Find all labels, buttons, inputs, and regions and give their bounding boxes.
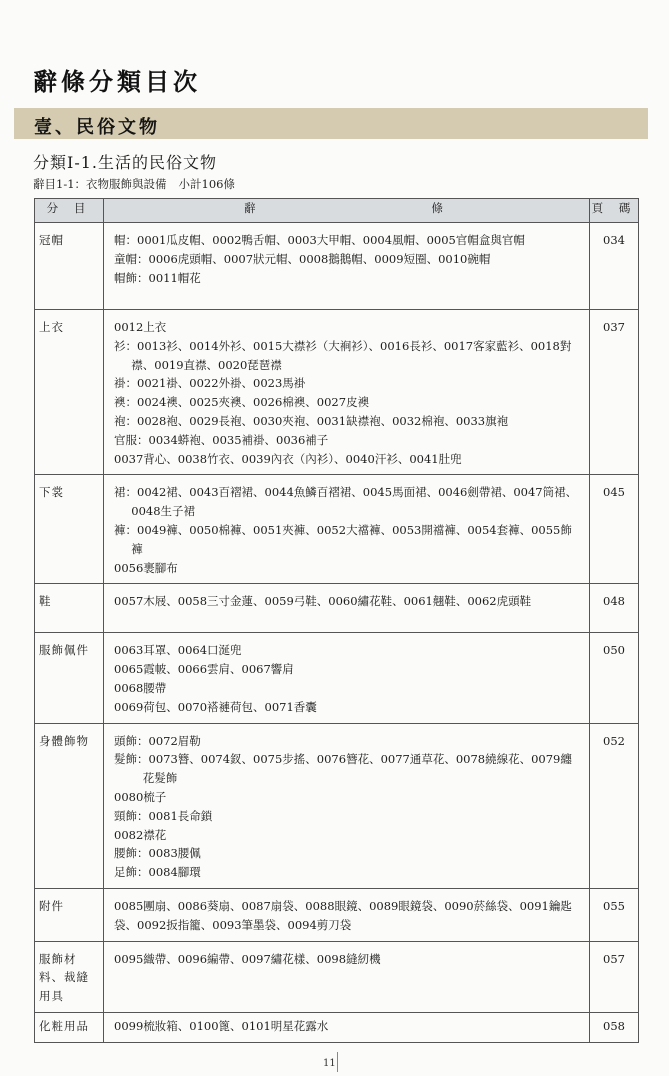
term-line: 0065霞帔、0066雲肩、0067響肩	[114, 662, 294, 677]
section-title: 壹、民俗文物	[34, 117, 160, 138]
row-terms	[104, 475, 590, 584]
row-terms	[104, 941, 590, 1012]
row-page: 037	[590, 310, 639, 475]
section-band	[14, 108, 648, 139]
term-line: 髮飾：0073簪、0074釵、0075步搖、0076簪花、0077通草花、0078繞線花、0079纏花髮飾	[114, 752, 572, 786]
page-number: 11	[323, 1058, 336, 1069]
header-page: 頁 碼	[590, 199, 639, 223]
row-category: 服飾材料、裁縫用具	[35, 941, 104, 1012]
table-row	[35, 723, 639, 888]
subcategory-heading	[33, 176, 235, 192]
term-line: 0095織帶、0096編帶、0097繡花樣、0098縫紉機	[114, 951, 381, 966]
row-terms	[104, 223, 590, 310]
row-terms	[104, 584, 590, 633]
row-category: 上衣	[35, 310, 104, 475]
term-line: 腰飾：0083腰佩	[114, 846, 201, 861]
row-page: 058	[590, 1012, 639, 1042]
row-category: 附件	[35, 888, 104, 941]
header-terms	[104, 199, 590, 223]
term-line: 0012上衣	[114, 320, 167, 334]
row-page: 052	[590, 723, 639, 888]
page-number-divider	[337, 1052, 338, 1072]
term-line: 0082襟花	[114, 827, 167, 842]
row-page: 048	[590, 584, 639, 633]
row-terms	[104, 888, 590, 941]
term-line: 褂：0021褂、0022外褂、0023馬褂	[114, 376, 306, 391]
term-line: 頭飾：0072眉勒	[114, 733, 201, 748]
row-page: 045	[590, 475, 639, 584]
table-row	[35, 475, 639, 584]
table-row	[35, 223, 639, 310]
term-line: 0085團扇、0086葵扇、0087扇袋、0088眼鏡、0089眼鏡袋、0090菸絲袋、0091鑰匙袋、0092扳指籠、0093筆墨袋、0094剪刀袋	[114, 898, 572, 932]
term-line: 衫：0013衫、0014外衫、0015大襟衫（大裥衫）、0016長衫、0017客家藍衫、0018對襟、0019直襟、0020琵琶襟	[114, 338, 572, 372]
term-line: 0037背心、0038竹衣、0039內衣（內衫）、0040汗衫、0041肚兜	[114, 451, 462, 466]
row-terms	[104, 633, 590, 723]
term-line: 官服：0034蟒袍、0035補褂、0036補子	[114, 432, 329, 447]
header-terms-b: 條	[431, 201, 449, 215]
term-line: 帽飾：0011帽花	[114, 270, 201, 285]
table-row	[35, 310, 639, 475]
row-category: 服飾佩件	[35, 633, 104, 723]
term-line: 0068腰帶	[114, 680, 167, 695]
term-line: 帽：0001瓜皮帽、0002鴨舌帽、0003大甲帽、0004風帽、0005官帽盒與官帽	[114, 233, 525, 247]
row-category: 鞋	[35, 584, 104, 633]
term-line: 0056裹腳布	[114, 560, 178, 575]
subcategory-total: 小計106條	[178, 177, 235, 191]
row-terms	[104, 723, 590, 888]
term-line: 足飾：0084腳環	[114, 865, 201, 880]
term-line: 0063耳罩、0064口涎兜	[114, 643, 242, 658]
row-category: 下裳	[35, 475, 104, 584]
row-category: 化粧用品	[35, 1012, 104, 1042]
table-row	[35, 941, 639, 1012]
term-line: 0080梳子	[114, 789, 167, 804]
table-row	[35, 633, 639, 723]
term-line: 0057木屐、0058三寸金蓮、0059弓鞋、0060繡花鞋、0061翹鞋、0062虎頭鞋	[114, 594, 532, 609]
table-row	[35, 888, 639, 941]
term-line: 0099梳妝箱、0100篦、0101明星花露水	[114, 1018, 329, 1033]
term-line: 頸飾：0081長命鎖	[114, 808, 213, 823]
term-line: 0069荷包、0070褡褳荷包、0071香囊	[114, 699, 317, 714]
term-line: 褲：0049褲、0050棉褲、0051夾褲、0052大襠褲、0053開襠褲、0054套褲、0055飾褲	[114, 522, 572, 556]
term-line: 襖：0024襖、0025夾襖、0026棉襖、0027皮襖	[114, 395, 370, 410]
row-terms	[104, 1012, 590, 1042]
category-heading: 分類Ⅰ-1.生活的民俗文物	[33, 153, 217, 172]
table-row	[35, 1012, 639, 1042]
subcategory-label: 辭目1-1：衣物服飾與設備	[33, 177, 167, 191]
catalog-table	[34, 198, 639, 1043]
row-category: 身體飾物	[35, 723, 104, 888]
table-header-row	[35, 199, 639, 223]
row-category: 冠帽	[35, 223, 104, 310]
row-page: 034	[590, 223, 639, 310]
term-line: 袍：0028袍、0029長袍、0030夾袍、0031缺襟袍、0032棉袍、0033旗袍	[114, 413, 509, 428]
row-page: 055	[590, 888, 639, 941]
term-line: 裙：0042裙、0043百褶裙、0044魚鱗百褶裙、0045馬面裙、0046劍帶裙、0047筒裙、0048生子裙	[114, 485, 578, 519]
header-category: 分 目	[35, 199, 104, 223]
term-line: 童帽：0006虎頭帽、0007狀元帽、0008鵝鵝帽、0009短圈、0010碗帽	[114, 251, 491, 266]
row-page: 050	[590, 633, 639, 723]
row-terms	[104, 310, 590, 475]
header-terms-a: 辭	[244, 201, 262, 215]
table-row	[35, 584, 639, 633]
page-title: 辭條分類目次	[33, 67, 201, 96]
row-page: 057	[590, 941, 639, 1012]
